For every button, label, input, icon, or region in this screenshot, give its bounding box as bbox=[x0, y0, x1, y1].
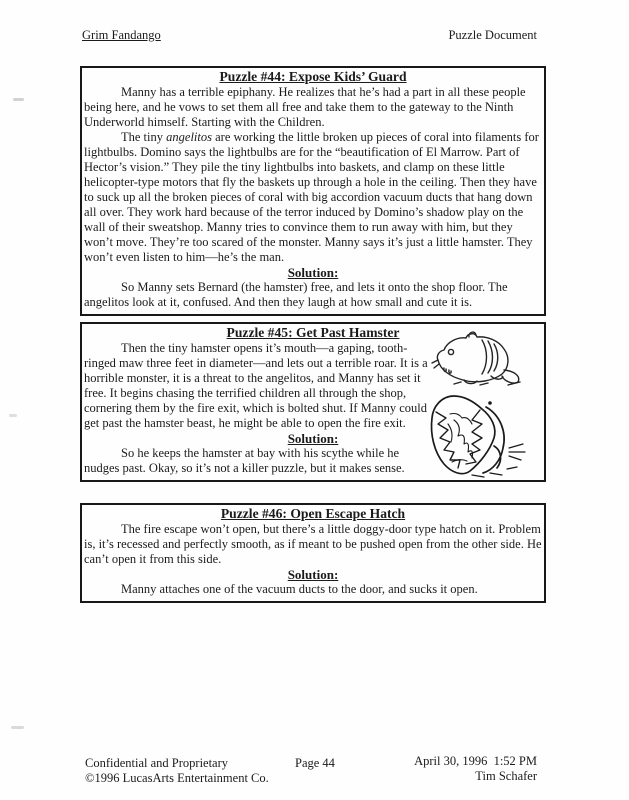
puzzle-45-solution-label: Solution: bbox=[287, 431, 339, 446]
paragraph-text: are working the little broken up pieces of coral into filaments for lightbulbs. Domino says the lightbulbs are for the “beautification of El Marrow. Part of Hector’s vision.” They pile the tiny lightbulbs into baskets, and clamp on these little helicopter-type motors that fly the baskets up through a hole in the ceiling. Then they have to suck up all the broken pieces of coral with big accordion vacuum ducts that hang down all over. They work hard because of the terror induced by Domino’s shadow play on the wall of their sweatshop. Manny tries to convince them to run away with him, but they won’t move. They’re too scared of the monster. Manny says it’s just a little hamster. They won’t even listen to him—he’s the man. bbox=[84, 130, 539, 264]
footer-confidential-line: Confidential and Proprietary bbox=[85, 756, 229, 770]
puzzle-45-title: Puzzle #45: Get Past Hamster bbox=[226, 325, 400, 340]
puzzle-44-solution-text: So Manny sets Bernard (the hamster) free, and lets it onto the shop floor. The angelitos look at it, confused. And then they laugh at how small and cute it is. bbox=[84, 280, 508, 309]
puzzle-44-box bbox=[80, 66, 546, 316]
puzzle-44-paragraph-1: Manny has a terrible epiphany. He realizes that he’s had a part in all these people being here, and he vows to set them all free and take them to the gateway to the Ninth Underworld himself. Starting with the Children. bbox=[84, 85, 526, 129]
footer-page-number: Page 44 bbox=[295, 756, 335, 770]
puzzle-46-paragraph-1: The fire escape won’t open, but there’s a little doggy-door type hatch on it. Problem is, it’s recessed and perfectly smooth, as if meant to be pushed open from the other side. He can’t open it from this side. bbox=[84, 522, 542, 566]
header-document-name: Grim Fandango bbox=[82, 28, 161, 42]
footer-date-line: April 30, 1996 1:52 PM bbox=[414, 754, 537, 768]
cute-hamster-sketch bbox=[430, 330, 526, 393]
roaring-hamster-monster-sketch bbox=[424, 390, 534, 491]
footer-copyright-line: ©1996 LucasArts Entertainment Co. bbox=[85, 771, 269, 785]
puzzle-45-solution-text: So he keeps the hamster at bay with his scythe while he nudges past. Okay, so it’s not a killer puzzle, but it makes sense. bbox=[84, 446, 405, 475]
puzzle-44-title: Puzzle #44: Expose Kids’ Guard bbox=[219, 69, 407, 84]
puzzle-46-solution-label: Solution: bbox=[287, 567, 339, 582]
puzzle-44-paragraph-2 bbox=[84, 130, 542, 265]
footer-author-line: Tim Schafer bbox=[475, 769, 537, 783]
paragraph-text: The tiny bbox=[121, 130, 167, 144]
scan-artifact bbox=[11, 726, 24, 729]
puzzle-46-solution-text: Manny attaches one of the vacuum ducts to the door, and sucks it open. bbox=[121, 582, 478, 596]
puzzle-45-paragraph-1: Then the tiny hamster opens it’s mouth—a gaping, tooth-ringed maw three feet in diameter—and lets out a terrible roar. It is a horrible monster, it is a threat to the angelitos, and Manny has set it free. It begins chasing the terrified children all through the shop, cornering them by the fire exit, which is bolted shut. If Manny could get past the hamster beast, he might be able to open the fire exit. bbox=[84, 341, 428, 430]
puzzle-46-box bbox=[80, 503, 546, 603]
footer-confidentiality bbox=[85, 756, 269, 786]
puzzle-46-title: Puzzle #46: Open Escape Hatch bbox=[220, 506, 406, 521]
header-section-name: Puzzle Document bbox=[448, 28, 537, 42]
italic-word-angelitos: angelitos bbox=[166, 130, 212, 144]
footer-date-author bbox=[414, 754, 537, 784]
scan-artifact bbox=[9, 414, 17, 417]
scan-artifact bbox=[13, 98, 24, 101]
puzzle-44-solution-label: Solution: bbox=[287, 265, 339, 280]
puzzle-45-box bbox=[80, 322, 546, 482]
